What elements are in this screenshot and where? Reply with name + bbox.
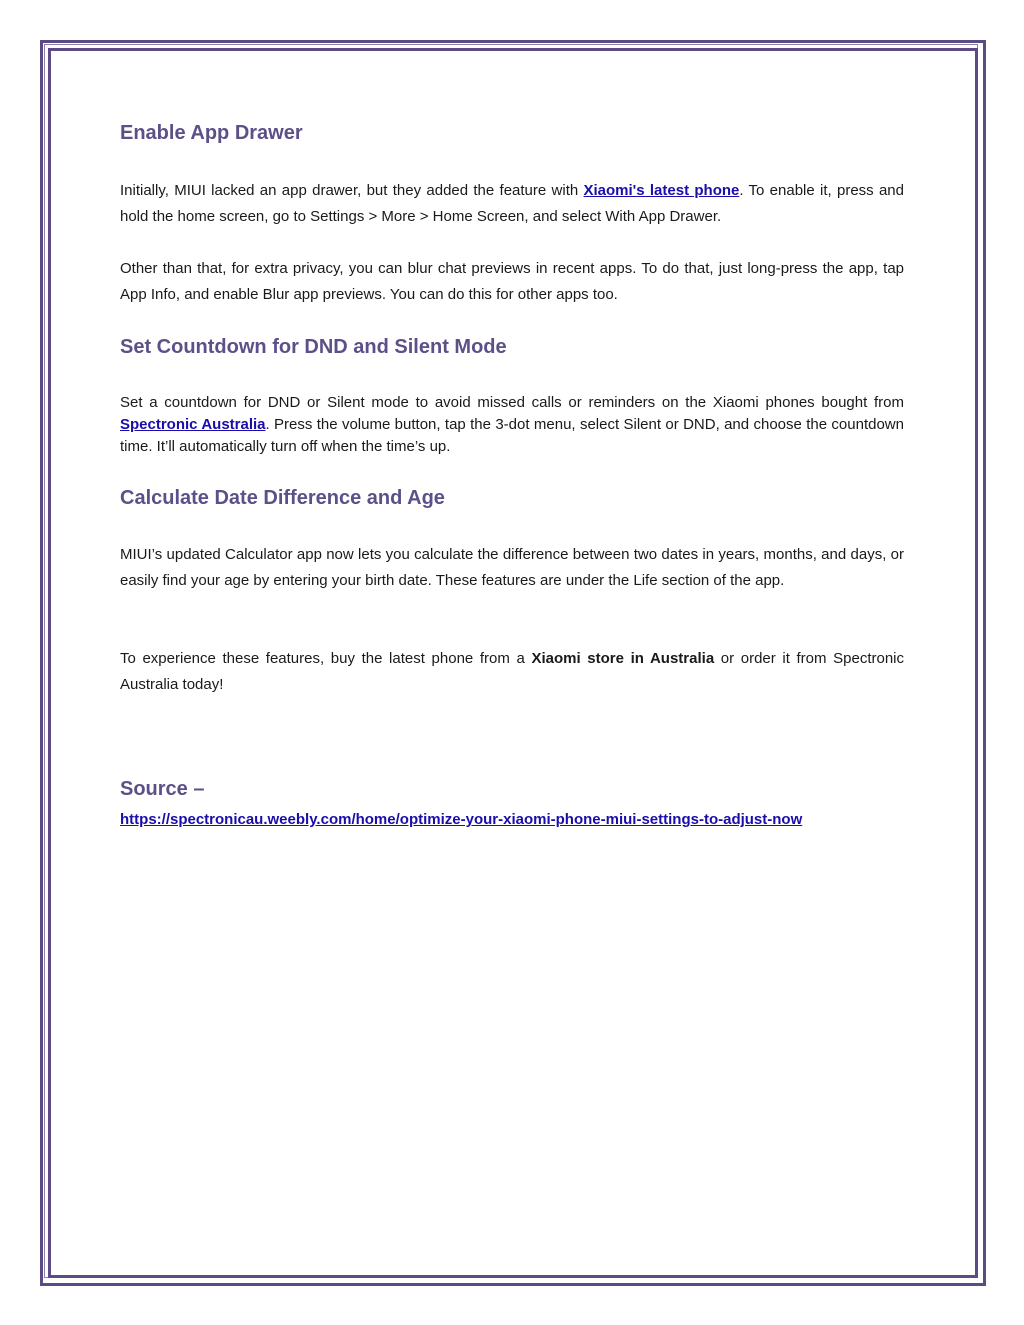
paragraph-text: or order it from Spectronic Australia today! <box>120 650 905 693</box>
paragraph-app-drawer <box>120 178 904 230</box>
source-url-link[interactable]: https://spectronicau.weebly.com/home/optimize-your-xiaomi-phone-miui-settings-to-adjust-now <box>120 811 803 828</box>
heading-enable-app-drawer: Enable App Drawer <box>120 122 303 144</box>
paragraph-buy-phone <box>120 646 904 698</box>
paragraph-text: Initially, MIUI lacked an app drawer, but they added the feature with <box>120 182 584 199</box>
heading-set-countdown: Set Countdown for DND and Silent Mode <box>120 336 507 358</box>
paragraph-text: . Press the volume button, tap the 3-dot menu, select Silent or DND, and choose the countdown time. It’ll automatically turn off when the time’s up. <box>120 416 904 455</box>
paragraph-countdown <box>120 392 904 458</box>
spectronic-australia-link[interactable]: Spectronic Australia <box>120 416 266 433</box>
heading-calculate-date: Calculate Date Difference and Age <box>120 487 445 509</box>
paragraph-text: . To enable it, press and hold the home screen, go to Settings > More > Home Screen, and select With App Drawer. <box>120 182 904 225</box>
xiaomi-latest-phone-link[interactable]: Xiaomi's latest phone <box>583 182 740 199</box>
heading-source: Source – <box>120 778 205 800</box>
paragraph-text: To experience these features, buy the latest phone from a <box>120 650 532 667</box>
paragraph-blur-previews: Other than that, for extra privacy, you can blur chat previews in recent apps. To do that, just long-press the app, tap App Info, and enable Blur app previews. You can do this for other apps too. <box>120 260 904 303</box>
xiaomi-store-bold-text: Xiaomi store in Australia <box>531 650 715 667</box>
paragraph-calculator: MIUI’s updated Calculator app now lets you calculate the difference between two dates in years, months, and days, or easily find your age by entering your birth date. These features are under the Life section of the app. <box>120 546 904 589</box>
paragraph-text: Set a countdown for DND or Silent mode to avoid missed calls or reminders on the Xiaomi phones bought from <box>120 394 904 411</box>
